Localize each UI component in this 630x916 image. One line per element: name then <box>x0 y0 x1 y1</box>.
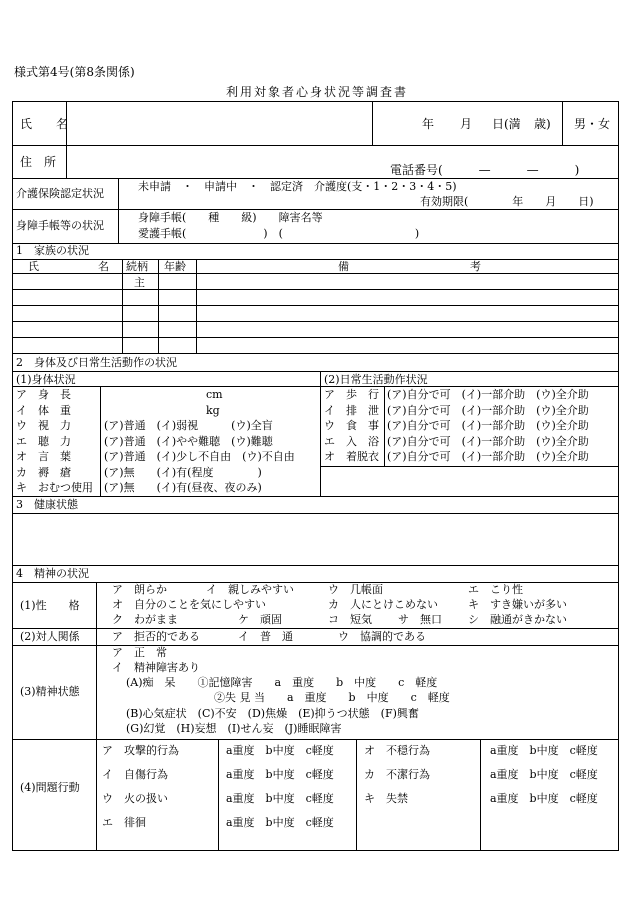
name-input[interactable] <box>70 104 368 142</box>
family-col-name1: 氏 <box>28 260 39 273</box>
personality-i[interactable]: ケ 頑固 <box>238 613 282 626</box>
adl-section: 2 身体及び日常生活動作の状況 <box>16 356 177 369</box>
rule <box>12 565 618 566</box>
daily-row-label: ア 歩 行 <box>324 388 379 401</box>
problem-label: (4)問題行動 <box>20 781 80 794</box>
problem-item-left[interactable]: ウ 火の扱い <box>102 792 168 805</box>
body-row-value[interactable]: kg <box>206 403 220 417</box>
personality-f[interactable]: カ 人にとけこめない <box>328 598 438 611</box>
rule <box>12 243 618 244</box>
problem-item-right[interactable]: カ 不潔行為 <box>364 768 430 781</box>
rule <box>562 101 563 145</box>
family-col-relation: 続柄 <box>126 260 148 273</box>
rule <box>372 101 373 145</box>
state-line-4[interactable]: ②失 見 当 a 重度 b 中度 c 軽度 <box>214 691 450 704</box>
frame-bottom <box>12 850 619 851</box>
rule <box>218 739 219 850</box>
personality-j[interactable]: コ 短気 <box>328 613 372 626</box>
family-relation-main: 主 <box>134 276 145 289</box>
state-line-3[interactable]: (A)痴 呆 ①記憶障害 a 重度 b 中度 c 軽度 <box>126 676 438 689</box>
personality-c[interactable]: ウ 几帳面 <box>328 583 383 596</box>
shinsho-row1[interactable]: 身障手帳( 種 級) 障害名等 <box>138 211 323 224</box>
rule <box>196 259 197 353</box>
personality-g[interactable]: キ すき嫌いが多い <box>468 598 567 611</box>
daily-row-value[interactable]: (ア)自分で可 (イ)一部介助 (ウ)全介助 <box>387 450 589 463</box>
family-col-notes1: 備 <box>338 260 349 273</box>
rule <box>12 289 618 290</box>
daily-row-label: ウ 食 事 <box>324 419 379 432</box>
rule <box>12 628 618 629</box>
phone-field[interactable]: 電話番号( — — ) <box>390 163 580 177</box>
mental-section: 4 精神の状況 <box>16 567 89 580</box>
rule <box>12 321 618 322</box>
body-title: (1)身体状況 <box>16 373 76 386</box>
rule <box>118 178 119 243</box>
shinsho-row2[interactable]: 愛護手帳( ) ( ) <box>138 227 420 240</box>
kaigo-label: 介護保険認定状況 <box>16 187 104 200</box>
dob-month: 月 <box>460 117 473 131</box>
rule <box>158 259 159 353</box>
problem-severity-left[interactable]: a重度 b中度 c軽度 <box>226 768 334 781</box>
daily-title: (2)日常生活動作状況 <box>324 373 428 386</box>
body-row-label: オ 言 葉 <box>16 450 71 463</box>
relations-a[interactable]: ア 拒否的である <box>112 630 200 643</box>
problem-severity-right[interactable]: a重度 b中度 c軽度 <box>490 768 598 781</box>
body-row-value[interactable]: (ア)無 (イ)有(昼夜、夜のみ) <box>104 481 262 494</box>
form-title: 利用対象者心身状況等調査書 <box>226 85 409 99</box>
rule <box>12 145 618 146</box>
problem-severity-right[interactable]: a重度 b中度 c軽度 <box>490 792 598 805</box>
dob-day: 日(満 <box>492 117 521 131</box>
dob-year: 年 <box>422 117 435 131</box>
body-row-value[interactable]: (ア)無 (イ)有(程度 ) <box>104 465 262 479</box>
body-row-value[interactable]: (ア)普通 (イ)弱視 (ウ)全盲 <box>104 419 273 432</box>
personality-label: (1)性 格 <box>20 599 80 612</box>
rule <box>12 273 618 274</box>
personality-d[interactable]: エ こり性 <box>468 583 523 596</box>
daily-row-label: エ 入 浴 <box>324 434 379 448</box>
rule <box>320 371 321 496</box>
family-section: 1 家族の状況 <box>16 244 89 257</box>
rule <box>12 178 618 179</box>
daily-row-value[interactable]: (ア)自分で可 (イ)一部介助 (ウ)全介助 <box>387 388 589 401</box>
problem-severity-left[interactable]: a重度 b中度 c軽度 <box>226 792 334 805</box>
personality-e[interactable]: オ 自分のことを気にしやすい <box>112 598 266 611</box>
frame-top <box>12 101 618 102</box>
rule <box>12 353 618 354</box>
sex-field[interactable]: 男・女 <box>574 117 611 131</box>
rule <box>122 259 123 353</box>
rule <box>100 386 101 496</box>
problem-severity-left[interactable]: a重度 b中度 c軽度 <box>226 744 334 757</box>
problem-item-right[interactable]: キ 失禁 <box>364 792 408 805</box>
kaigo-valid[interactable]: 有効期限( 年 月 日) <box>420 195 594 208</box>
body-row-label: ア 身 長 <box>16 388 71 401</box>
rule <box>384 386 385 466</box>
body-row-value[interactable]: (ア)普通 (イ)少し不自由 (ウ)不自由 <box>104 450 295 463</box>
state-line-5[interactable]: (B)心気症状 (C)不安 (D)焦燥 (E)抑うつ状態 (F)興奮 <box>126 707 419 720</box>
rule <box>66 145 67 178</box>
body-row-label: ウ 視 力 <box>16 419 71 432</box>
rule <box>12 386 618 387</box>
relations-b[interactable]: イ 普 通 <box>238 630 293 643</box>
family-col-age: 年齢 <box>164 260 186 273</box>
personality-b[interactable]: イ 親しみやすい <box>206 583 294 596</box>
rule <box>12 371 618 372</box>
health-input[interactable] <box>16 516 614 562</box>
personality-h[interactable]: ク わがまま <box>112 613 178 626</box>
state-label: (3)精神状態 <box>20 685 80 698</box>
rule <box>320 466 618 467</box>
state-line-6[interactable]: (G)幻覚 (H)妄想 (I)せん妄 (J)睡眠障害 <box>126 722 342 735</box>
rule <box>356 739 357 850</box>
state-line-1[interactable]: ア 正 常 <box>112 646 167 659</box>
rule <box>12 582 618 583</box>
body-row-value[interactable]: (ア)普通 (イ)やや難聴 (ウ)難聴 <box>104 434 273 448</box>
problem-severity-left[interactable]: a重度 b中度 c軽度 <box>226 816 334 829</box>
rule <box>12 337 618 338</box>
daily-row-value[interactable]: (ア)自分で可 (イ)一部介助 (ウ)全介助 <box>387 419 589 432</box>
form-number: 様式第4号(第8条関係) <box>14 65 135 79</box>
family-col-notes2: 考 <box>470 260 481 273</box>
health-section: 3 健康状態 <box>16 498 78 511</box>
body-row-value[interactable]: cm <box>206 388 223 401</box>
dob-age: 歳) <box>534 117 551 131</box>
body-row-label: カ 褥 瘡 <box>16 465 71 479</box>
address-input[interactable] <box>70 148 380 162</box>
problem-item-left[interactable]: ア 攻撃的行為 <box>102 744 179 757</box>
state-line-2[interactable]: イ 精神障害あり <box>112 661 200 674</box>
personality-k[interactable]: サ 無口 <box>398 613 442 626</box>
rule <box>480 739 481 850</box>
name-label: 氏 名 <box>20 117 69 131</box>
rule <box>12 209 618 210</box>
daily-row-value[interactable]: (ア)自分で可 (イ)一部介助 (ウ)全介助 <box>387 434 589 448</box>
daily-row-value[interactable]: (ア)自分で可 (イ)一部介助 (ウ)全介助 <box>387 403 589 417</box>
family-col-name2: 名 <box>98 260 109 273</box>
problem-item-left[interactable]: エ 徘徊 <box>102 816 146 829</box>
body-row-label: イ 体 重 <box>16 403 71 417</box>
kaigo-status[interactable]: 未申請 ・ 申請中 ・ 認定済 介護度(支・1・2・3・4・5) <box>138 180 457 193</box>
rule <box>12 739 618 740</box>
personality-l[interactable]: シ 融通がきかない <box>468 613 567 626</box>
shinsho-label: 身障手帳等の状況 <box>16 219 104 232</box>
body-row-label: キ おむつ使用 <box>16 481 93 494</box>
problem-item-right[interactable]: オ 不穏行為 <box>364 744 430 757</box>
daily-row-label: オ 着脱衣 <box>324 450 379 463</box>
personality-a[interactable]: ア 朗らか <box>112 583 167 596</box>
relations-c[interactable]: ウ 協調的である <box>338 630 426 643</box>
relations-label: (2)対人関係 <box>20 630 80 643</box>
rule <box>12 645 618 646</box>
body-row-label: エ 聴 力 <box>16 434 71 448</box>
rule <box>12 513 618 514</box>
rule <box>12 496 618 497</box>
rule <box>96 582 97 850</box>
address-label: 住 所 <box>20 155 57 169</box>
problem-severity-right[interactable]: a重度 b中度 c軽度 <box>490 744 598 757</box>
rule <box>12 305 618 306</box>
daily-row-label: イ 排 泄 <box>324 403 379 417</box>
frame-right <box>618 101 619 851</box>
problem-item-left[interactable]: イ 自傷行為 <box>102 768 168 781</box>
